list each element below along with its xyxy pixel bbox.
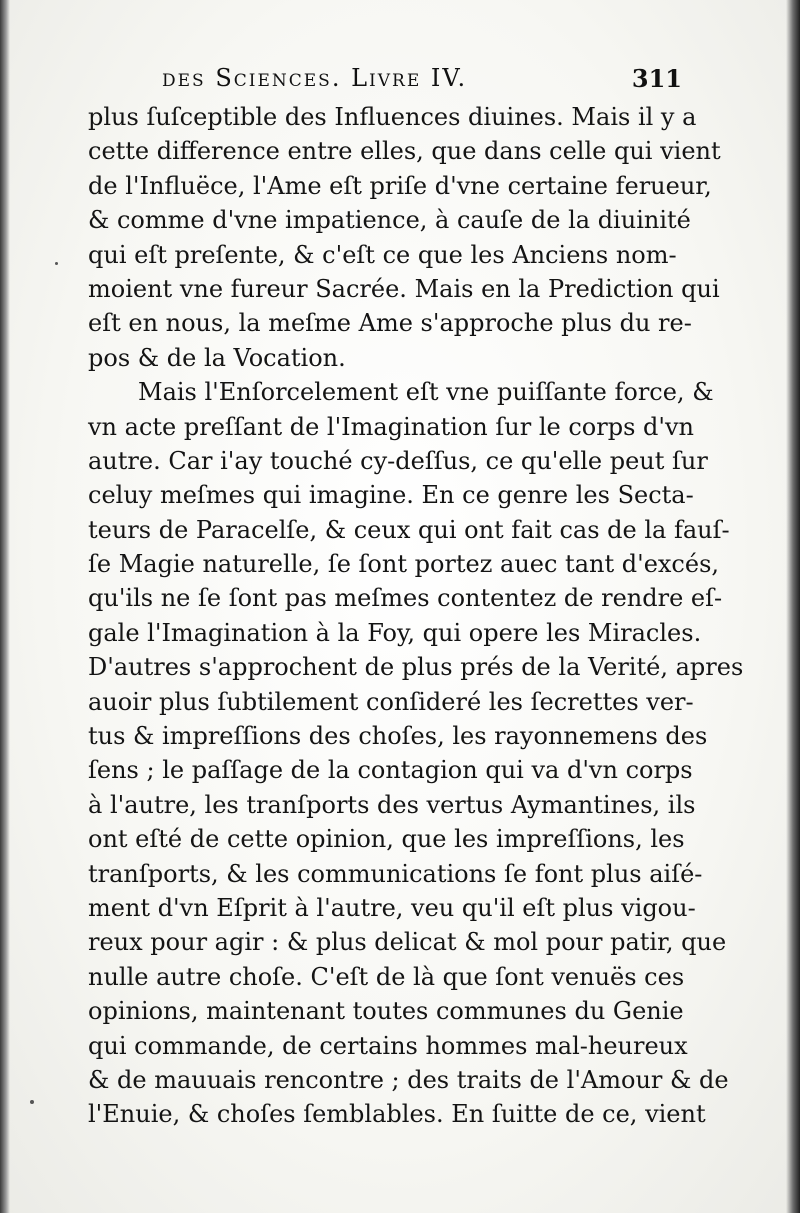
text-line: auoir plus ſubtilement conſideré les ſecrettes ver-	[88, 687, 694, 716]
text-line: qui eſt preſente, & c'eſt ce que les Anciens nom-	[88, 240, 677, 269]
text-line: moient vne fureur Sacrée. Mais en la Prediction qui	[88, 274, 720, 303]
paragraph-start-line: Mais l'Enſorcelement eſt vne puiſſante force, &	[138, 378, 714, 407]
text-line: opinions, maintenant toutes communes du Genie	[88, 997, 684, 1026]
text-line: gale l'Imagination à la Foy, qui opere les Miracles.	[88, 618, 702, 647]
ink-speck	[55, 262, 58, 265]
text-line: pos & de la Vocation.	[88, 343, 346, 372]
text-line: l'Enuie, & choſes ſemblables. En ſuitte de ce, vient	[88, 1100, 706, 1129]
text-line: ſe Magie naturelle, ſe ſont portez auec tant d'excés,	[88, 550, 720, 579]
text-line: tranſports, & les communications ſe font plus aiſé-	[88, 859, 703, 888]
text-line: eſt en nous, la meſme Ame s'approche plus du re-	[88, 309, 692, 338]
text-line: ment d'vn Eſprit à l'autre, veu qu'il eſt plus vigou-	[88, 893, 696, 922]
text-line: ſens ; le paſſage de la contagion qui va d'vn corps	[88, 756, 693, 785]
text-line: plus ſuſceptible des Influences diuines. Mais il y a	[88, 103, 697, 131]
text-line: tus & impreſſions des choſes, les rayonnemens des	[88, 722, 708, 751]
text-line: nulle autre choſe. C'eſt de là que ſont venuës ces	[88, 962, 685, 991]
ink-speck	[30, 1100, 34, 1104]
text-line: à l'autre, les tranſports des vertus Aymantines, ils	[88, 790, 696, 819]
text-line: de l'Influëce, l'Ame eſt priſe d'vne certaine ferueur,	[88, 171, 712, 200]
text-line: celuy meſmes qui imagine. En ce genre les Secta-	[88, 481, 694, 510]
page-number: 311	[631, 64, 682, 93]
text-line: & de mauuais rencontre ; des traits de l'Amour & de	[88, 1065, 729, 1094]
text-line: ont eſté de cette opinion, que les impreſſions, les	[88, 825, 685, 854]
text-line: D'autres s'approchent de plus prés de la Verité, apres	[88, 653, 744, 682]
text-line: & comme d'vne impatience, à cauſe de la diuinité	[88, 206, 691, 235]
text-line: teurs de Paracelſe, & ceux qui ont fait cas de la fauſ-	[88, 515, 730, 544]
page-header	[162, 64, 682, 98]
text-line: qu'ils ne ſe ſont pas meſmes contentez de rendre eſ-	[88, 584, 723, 613]
body-text	[88, 100, 744, 1132]
text-line: reux pour agir : & plus delicat & mol pour patir, que	[88, 928, 727, 957]
text-line: autre. Car i'ay touché cy-deſſus, ce qu'elle peut ſur	[88, 446, 708, 475]
text-line: cette difference entre elles, que dans celle qui vient	[88, 137, 721, 166]
running-head: des Sciences. Livre IV.	[162, 64, 468, 92]
text-line: vn acte preſſant de l'Imagination ſur le corps d'vn	[88, 412, 694, 441]
text-line: qui commande, de certains hommes mal-heureux	[88, 1031, 688, 1060]
